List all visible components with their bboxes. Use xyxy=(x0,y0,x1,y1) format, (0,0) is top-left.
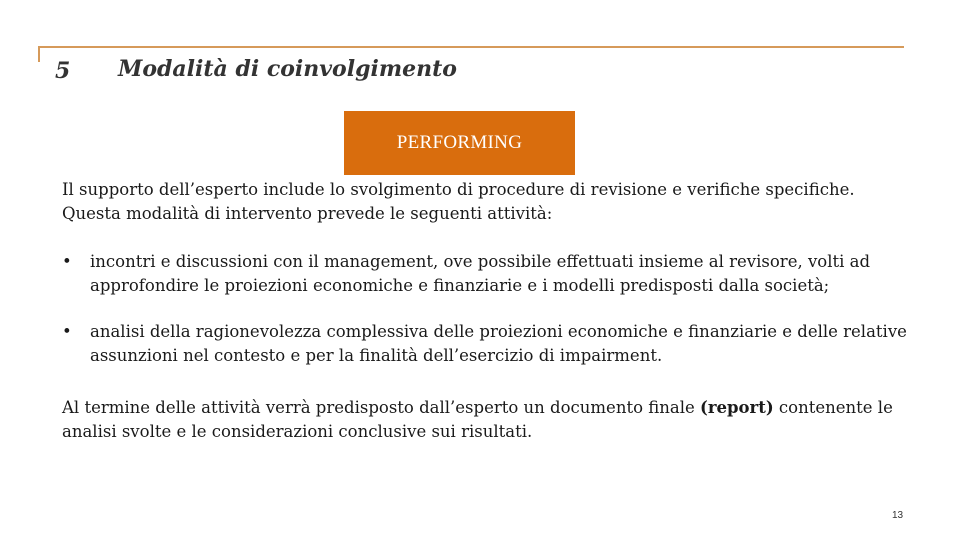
bullet-icon: • xyxy=(62,252,72,271)
intro-paragraph xyxy=(62,178,922,226)
header-rule-corner xyxy=(38,46,40,62)
section-number: 5 xyxy=(55,58,71,84)
page-number: 13 xyxy=(892,510,904,521)
bullet-icon: • xyxy=(62,322,72,341)
performing-badge xyxy=(344,111,575,175)
intro-line-2: Questa modalità di intervento prevede le seguenti attività: xyxy=(62,204,553,223)
conclusion-text-end: contenente le analisi svolte e le considerazioni conclusive sui risultati. xyxy=(62,398,893,441)
conclusion-text-start: Al termine delle attività verrà predisposto dall’esperto un documento finale xyxy=(62,398,701,417)
conclusion-paragraph xyxy=(62,396,922,444)
section-title: Modalità di coinvolgimento xyxy=(118,56,457,82)
intro-line-1: Il supporto dell’esperto include lo svolgimento di procedure di revisione e verifiche specifiche. xyxy=(62,180,855,199)
conclusion-report-term: (report) xyxy=(700,398,774,417)
list-item-text: incontri e discussioni con il management, ove possibile effettuati insieme al revisore, volti ad approfondire le proiezioni economiche e finanziarie e i modelli predisposti dalla società; xyxy=(90,252,871,295)
list-item-text: analisi della ragionevolezza complessiva delle proiezioni economiche e finanziarie e delle relative assunzioni nel contesto e per la finalità dell’esercizio di impairment. xyxy=(90,322,907,365)
performing-label: PERFORMING xyxy=(396,132,523,153)
activities-list xyxy=(62,250,922,390)
header-rule xyxy=(38,46,904,48)
list-item xyxy=(62,250,922,298)
list-item xyxy=(62,320,922,368)
